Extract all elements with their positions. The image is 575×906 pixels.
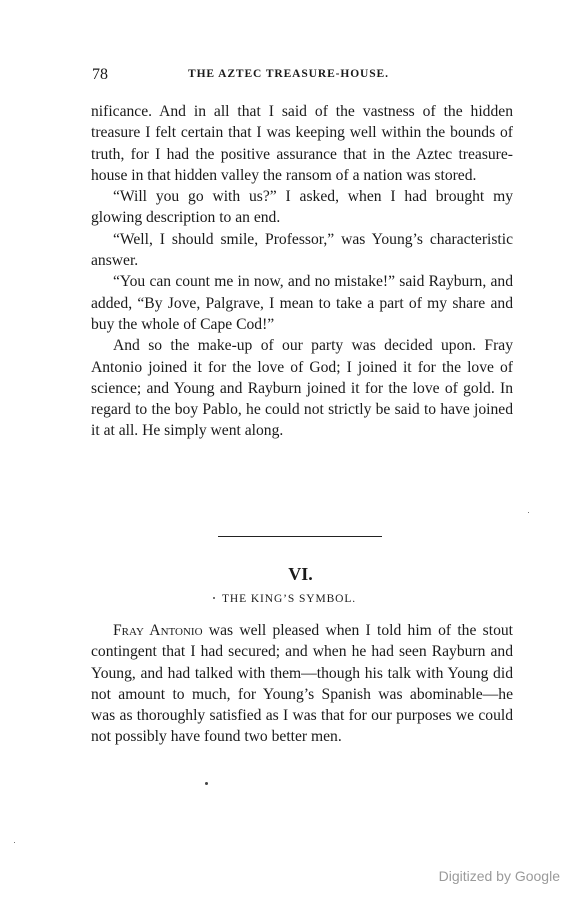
print-speck bbox=[213, 597, 215, 599]
section-divider bbox=[218, 536, 382, 537]
chapter-end-text bbox=[91, 101, 513, 442]
paragraph: “You can count me in now, and no mistake!” said Rayburn, and added, “By Jove, Palgrave, I mean to take a part of my share and buy the whole of Cape Cod!” bbox=[91, 273, 513, 333]
paragraph: nificance. And in all that I said of the vastness of the hidden treasure I felt certain that I was keeping well within the bounds of truth, for I had the positive assurance that in the Aztec treasure-house in that hidden valley the ransom of a nation was stored. bbox=[91, 103, 513, 184]
print-speck bbox=[205, 782, 208, 785]
chapter-title: THE KING’S SYMBOL. bbox=[222, 593, 357, 605]
paragraph: And so the make-up of our party was decided upon. Fray Antonio joined it for the love of God; I joined it for the love of science; and Young and Rayburn joined it for the love of gold. In regard to the boy Pablo, he could not strictly be said to have joined it at all. He simply went along. bbox=[91, 337, 513, 440]
digitized-watermark: Digitized by Google bbox=[438, 868, 560, 884]
paragraph: “Well, I should smile, Professor,” was Young’s characteristic answer. bbox=[91, 230, 513, 270]
print-speck bbox=[528, 512, 529, 513]
chapter-opening-paragraph bbox=[91, 620, 513, 748]
page-number: 78 bbox=[92, 66, 108, 83]
chapter-number: VI. bbox=[288, 564, 313, 584]
running-head: THE AZTEC TREASURE-HOUSE. bbox=[188, 68, 389, 80]
print-speck bbox=[14, 842, 15, 843]
opening-paragraph-text: was well pleased when I told him of the stout contingent that I had secured; and when he had seen Rayburn and Young, and had talked with them—though his talk with Young did not amount to much, for Young’s Spanish was abominable—he was as thoroughly satisfied as I was that for our purposes we could not possibly have found two better men. bbox=[91, 622, 513, 746]
chapter-opening-text bbox=[91, 620, 513, 748]
paragraph: “Will you go with us?” I asked, when I had brought my glowing description to an end. bbox=[91, 188, 513, 227]
page-header bbox=[92, 66, 512, 86]
opening-small-caps: Fray Antonio bbox=[113, 622, 203, 639]
